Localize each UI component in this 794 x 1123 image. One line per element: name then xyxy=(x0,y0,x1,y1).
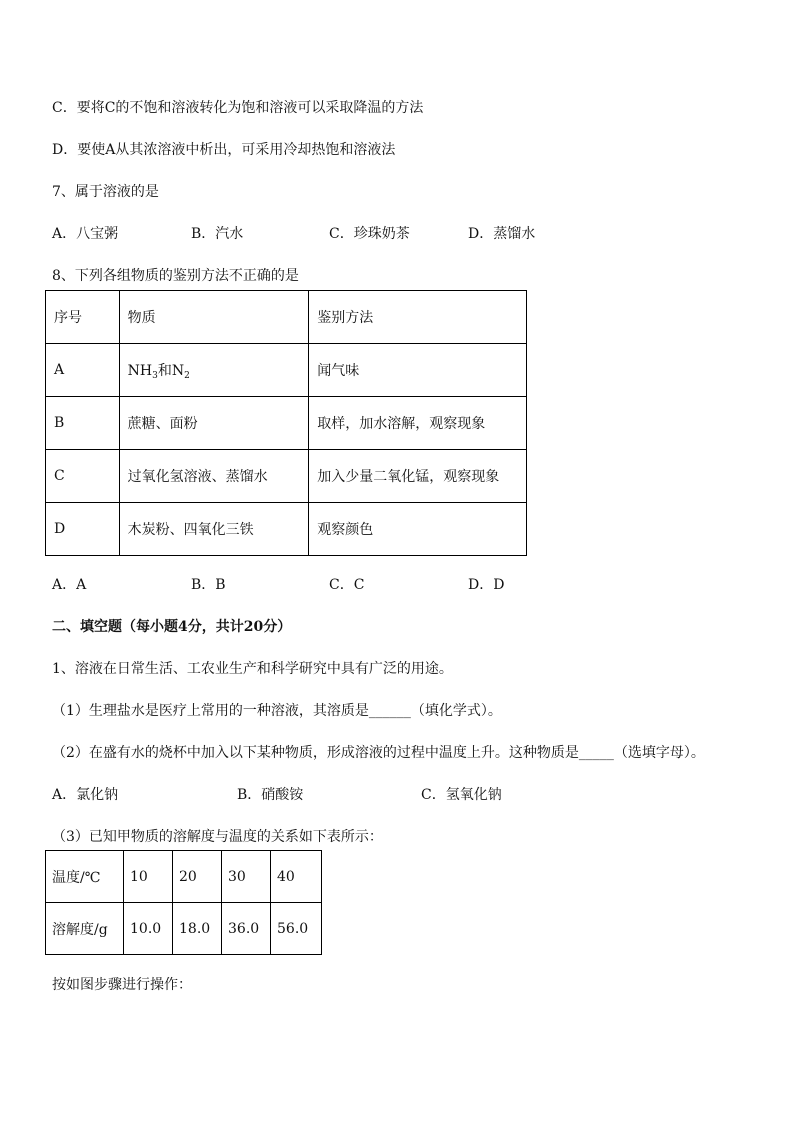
q7-option-c: C．珍珠奶茶 xyxy=(329,226,410,242)
temp-cell: 20 xyxy=(173,851,222,903)
row-method: 加入少量二氧化锰，观察现象 xyxy=(309,450,527,503)
q7-option-b: B．汽水 xyxy=(191,226,244,242)
row-id: D xyxy=(46,503,120,556)
solubility-label: 溶解度/g xyxy=(46,903,124,955)
table-row xyxy=(46,851,322,903)
q8-option-d: D．D xyxy=(468,577,505,593)
row-substance: 木炭粉、四氧化三铁 xyxy=(119,503,309,556)
header-cell-substance: 物质 xyxy=(119,291,309,344)
section-title: 二、填空题（每小题4分，共计20分） xyxy=(52,619,292,635)
table-row xyxy=(46,397,527,450)
table-row xyxy=(46,503,527,556)
header-cell-method: 鉴别方法 xyxy=(309,291,527,344)
row-substance: 蔗糖、面粉 xyxy=(119,397,309,450)
temp-cell: 30 xyxy=(222,851,271,903)
solubility-table xyxy=(45,850,322,955)
solubility-cell: 56.0 xyxy=(271,903,322,955)
fill1-part2: （2）在盛有水的烧杯中加入以下某种物质，形成溶液的过程中温度上升。这种物质是_____（选填字母）。 xyxy=(52,745,705,761)
fill1-option-a: A．氯化钠 xyxy=(52,787,119,803)
q7-stem: 7、属于溶液的是 xyxy=(52,184,159,200)
row-substance: 过氧化氢溶液、蒸馏水 xyxy=(119,450,309,503)
row-substance: $NH_3$和$N_2$ xyxy=(119,344,309,397)
q8-stem: 8、下列各组物质的鉴别方法不正确的是 xyxy=(52,268,299,284)
row-method: 闻气味 xyxy=(309,344,527,397)
solubility-cell: 18.0 xyxy=(173,903,222,955)
fill1-part3: （3）已知甲物质的溶解度与温度的关系如下表所示： xyxy=(52,829,383,845)
solubility-cell: 10.0 xyxy=(124,903,173,955)
fill1-part1: （1）生理盐水是医疗上常用的一种溶液，其溶质是______（填化学式）。 xyxy=(52,703,502,719)
q7-option-a: A．八宝粥 xyxy=(52,226,119,242)
table-row xyxy=(46,903,322,955)
solubility-cell: 36.0 xyxy=(222,903,271,955)
fill1-stem: 1、溶液在日常生活、工农业生产和科学研究中具有广泛的用途。 xyxy=(52,661,453,677)
row-method: 取样，加水溶解，观察现象 xyxy=(309,397,527,450)
table-row xyxy=(46,344,527,397)
q8-table xyxy=(45,290,527,556)
q8-option-c: C．C xyxy=(329,577,365,593)
header-cell-id: 序号 xyxy=(46,291,120,344)
table-header-row xyxy=(46,291,527,344)
after-table-text: 按如图步骤进行操作： xyxy=(52,977,192,993)
temp-cell: 10 xyxy=(124,851,173,903)
q8-option-a: A．A xyxy=(52,577,87,593)
q6-option-d: D．要使A从其浓溶液中析出，可采用冷却热饱和溶液法 xyxy=(52,142,396,158)
row-id: C xyxy=(46,450,120,503)
table-row xyxy=(46,450,527,503)
q8-option-b: B．B xyxy=(191,577,226,593)
row-id: A xyxy=(46,344,120,397)
fill1-option-b: B．硝酸铵 xyxy=(237,787,304,803)
temp-cell: 40 xyxy=(271,851,322,903)
fill1-option-c: C．氢氧化钠 xyxy=(421,787,502,803)
q7-option-d: D．蒸馏水 xyxy=(468,226,536,242)
q6-option-c: C．要将C的不饱和溶液转化为饱和溶液可以采取降温的方法 xyxy=(52,100,424,116)
row-method: 观察颜色 xyxy=(309,503,527,556)
temp-label: 温度/℃ xyxy=(46,851,124,903)
row-id: B xyxy=(46,397,120,450)
